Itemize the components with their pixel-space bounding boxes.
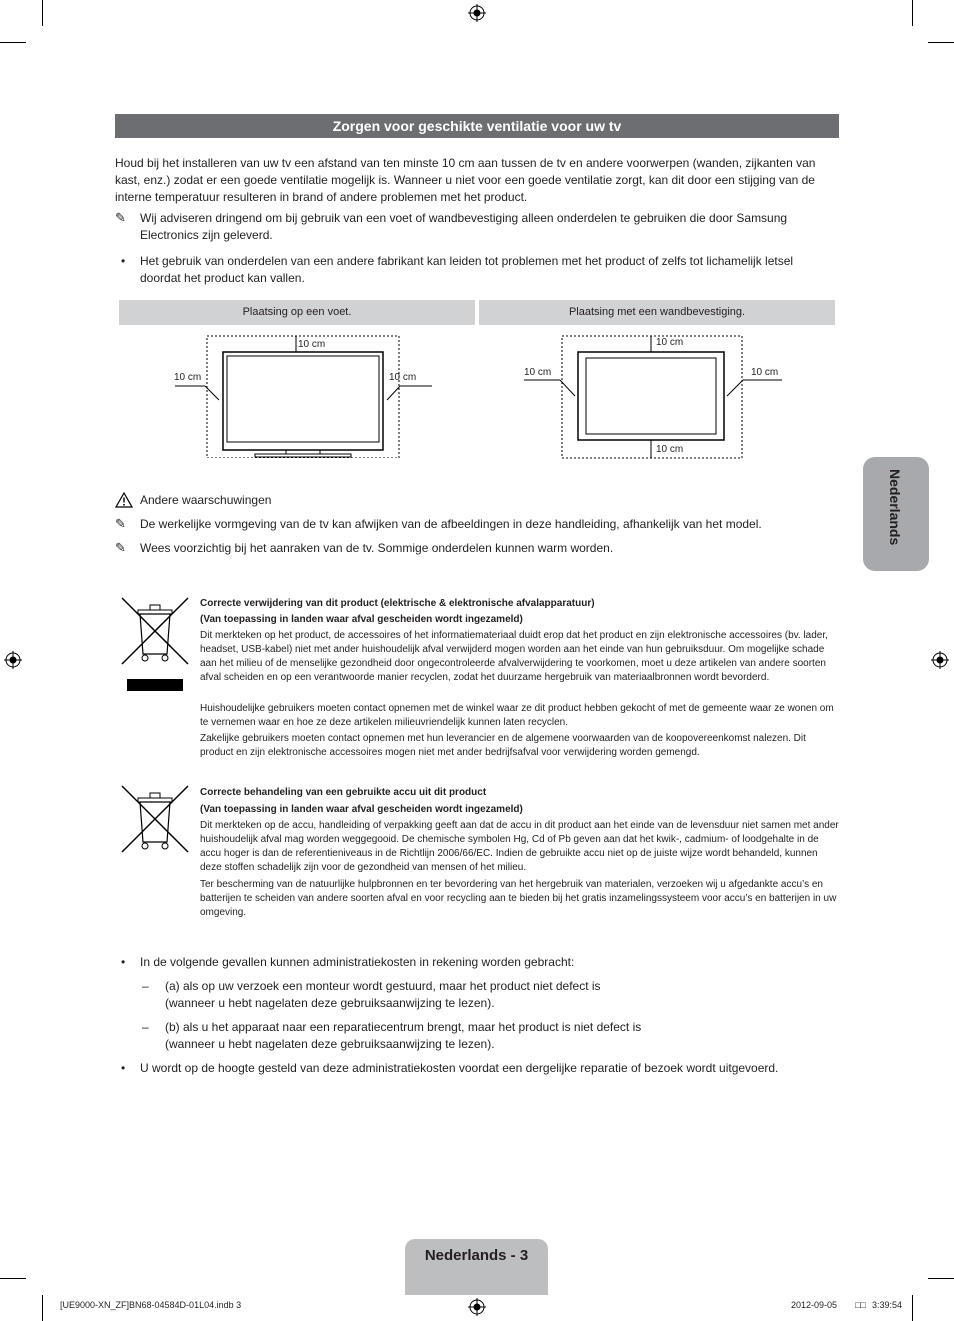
bullet-icon: • [121,955,126,969]
bullet-icon: • [121,1061,126,1075]
note-pencil-icon: ✎ [115,540,126,555]
costs-intro: In de volgende gevallen kunnen administratiekosten in rekening worden gebracht: [140,955,575,969]
distance-label-left: 10 cm [524,367,552,378]
costs-item-a-note: (wanneer u hebt nagelaten deze gebruiksaanwijzing te lezen). [165,996,495,1010]
wall-placement-label: Plaatsing met een wandbevestiging. [479,300,835,325]
crop-mark [928,42,954,43]
distance-label-right: 10 cm [389,372,417,383]
side-tab-label: Nederlands [887,469,903,546]
page-label: Nederlands - 3 [424,1247,529,1264]
crop-mark [912,0,913,26]
registration-mark-icon [931,651,949,669]
crop-mark [928,1278,954,1279]
battery-title: Correcte behandeling van een gebruikte accu uit dit product [200,787,487,798]
distance-label-bottom: 10 cm [656,444,684,455]
wall-placement-diagram [520,334,790,460]
footer-time: 3:39:54 [872,1300,903,1310]
weee-paragraph-1: Dit merkteken op het product, de accessoires of het informatiemateriaal duidt erop dat het product en zijn elektronische accessoires (bv. lader, headset, USB-kabel) niet met ander huishoudelijk afval verwijderd mogen worden aan het einde van hun gebruiksduur. Om mogelijke schade aan het milieu of de menselijke gezondheid door ongecontroleerde afvalverwijdering te voorkomen, moet u deze artikelen van andere soorten afval scheiden en op een verantwoorde manier recyclen, zodat het duurzame hergebruik van materiaalbronnen wordt bevorderd. [200,630,828,683]
distance-label-right: 10 cm [751,367,779,378]
section-title: Zorgen voor geschikte ventilatie voor uw tv [115,114,839,138]
crop-mark [0,42,26,43]
stand-placement-diagram [170,334,440,458]
costs-item-a: (a) als op uw verzoek een monteur wordt gestuurd, maar het product niet defect is [165,979,601,993]
weee-paragraph-2: Huishoudelijke gebruikers moeten contact opnemen met de winkel waar ze dit product hebben gekocht of met de gemeente waar ze wonen om te vernemen waar en hoe ze deze artikelen milieuvriendelijk kunnen laten recyclen. [200,703,834,728]
footer-date: 2012-09-05 [791,1300,838,1310]
costs-final: U wordt op de hoogte gesteld van deze administratiekosten voordat een dergelijke reparatie of bezoek wordt uitgevoerd. [140,1061,779,1075]
crop-mark [912,1295,913,1321]
registration-mark-icon [4,651,22,669]
warning-note-1: De werkelijke vormgeving van de tv kan afwijken van de afbeeldingen in deze handleiding, afhankelijk van het model. [140,517,762,531]
dash-icon: – [142,979,149,993]
bullet-icon: • [121,254,126,268]
note-stand: Wij adviseren dringend om bij gebruik van een voet of wandbevestiging alleen onderdelen te gebruiken die door Samsung Electronics zijn geleverd. [140,211,788,242]
footer-file: [UE9000-XN_ZF]BN68-04584D-01L04.indb 3 [60,1300,242,1310]
costs-item-b-note: (wanneer u hebt nagelaten deze gebruiksaanwijzing te lezen). [165,1037,495,1051]
note-pencil-icon: ✎ [115,516,126,531]
warnings-heading: Andere waarschuwingen [140,493,272,507]
bullet-parts: Het gebruik van onderdelen van een andere fabrikant kan leiden tot problemen met het product of zelfs tot lichamelijk letsel doordat het product kan vallen. [140,254,794,285]
crossed-bin-icon [120,596,190,694]
crop-mark [42,1295,43,1321]
registration-mark-icon [468,1298,486,1316]
warning-note-2: Wees voorzichtig bij het aanraken van de tv. Sommige onderdelen kunnen warm worden. [140,541,614,555]
stand-placement-label: Plaatsing op een voet. [119,300,475,325]
intro-paragraph: Houd bij het installeren van uw tv een afstand van ten minste 10 cm aan tussen de tv en andere voorwerpen (wanden, zijkanten van kast, enz.) zodat er een goede ventilatie mogelijk is. Wanneer u niet voor een goede ventilatie zorgt, kan dit door een stijging van de interne temperatuur resulteren in brand of andere problemen met het product. [115,156,816,204]
registration-mark-icon [468,4,486,22]
footer-glyph-icon: □□ [855,1300,866,1310]
weee-subtitle: (Van toepassing in landen waar afval gescheiden wordt ingezameld) [200,614,523,625]
distance-label-top: 10 cm [298,339,326,350]
battery-subtitle: (Van toepassing in landen waar afval gescheiden wordt ingezameld) [200,804,523,815]
costs-item-b: (b) als u het apparaat naar een reparatiecentrum brengt, maar het product is niet defect is [165,1020,642,1034]
weee-title: Correcte verwijdering van dit product (elektrische & elektronische afvalapparatuur) [200,598,595,609]
crossed-bin-battery-icon [120,784,190,854]
language-side-tab [863,457,929,571]
battery-paragraph-1: Dit merkteken op de accu, handleiding of verpakking geeft aan dat de accu in dit product aan het einde van de levensduur niet samen met ander huishoudelijk afval mag worden weggegooid. De chemische symbolen Hg, Cd of Pb geven aan dat het kwik-, cadmium- of loodgehalte in de accu hoger is dan de referentieniveaus in de Richtlijn 2006/66/EC. Indien de gebruikte accu niet op de juiste wijze wordt behandeld, kunnen deze stoffen schadelijk zijn voor de gezondheid van mensen of het milieu. [200,820,839,873]
distance-label-left: 10 cm [174,372,202,383]
crop-mark [42,0,43,26]
note-pencil-icon: ✎ [115,210,126,225]
distance-label-top: 10 cm [656,337,684,348]
crop-mark [0,1278,26,1279]
warning-triangle-icon [115,492,133,508]
dash-icon: – [142,1020,149,1034]
page-number-tab [405,1239,548,1295]
battery-paragraph-2: Ter bescherming van de natuurlijke hulpbronnen en ter bevordering van het hergebruik van materialen, verzoeken wij u afgedankte accu’s en batterijen te scheiden van andere soorten afval en voor recycling aan te bieden bij het gratis inzamelingssysteem voor accu’s en batterijen in uw omgeving. [200,879,837,918]
weee-paragraph-3: Zakelijke gebruikers moeten contact opnemen met hun leverancier en de algemene voorwaarden van de koopovereenkomst nalezen. Dit product en zijn elektronische accessoires mogen niet met ander bedrijfsafval voor verwijdering worden gemengd. [200,733,806,758]
